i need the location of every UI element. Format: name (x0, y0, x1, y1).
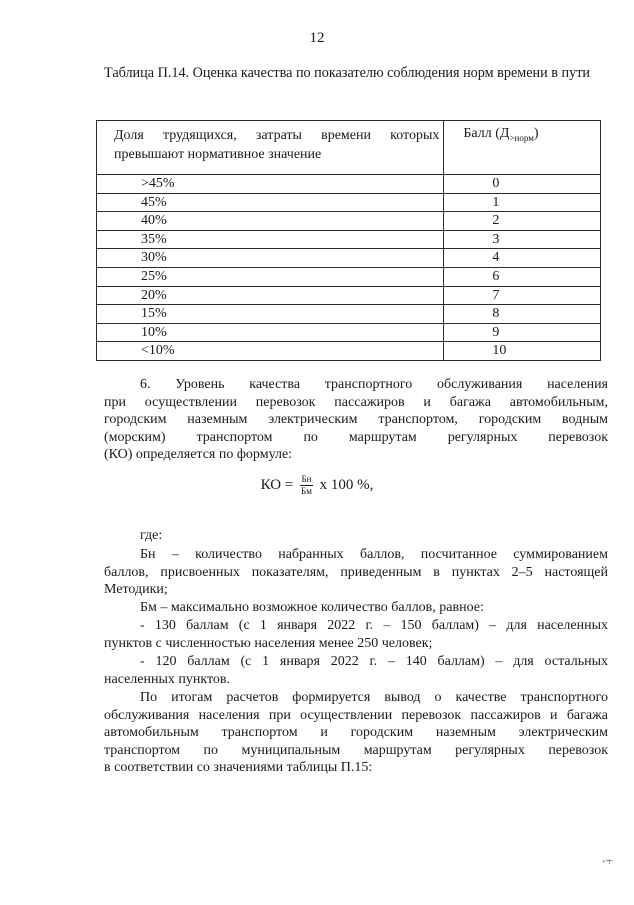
bm-item-line: пунктов с численностью населения менее 250 человек; (104, 635, 433, 651)
table-row (97, 342, 601, 361)
bn-line: Методики; (104, 582, 168, 598)
conclusion-line: транспортом по муниципальным маршрутам регулярных перевозок (104, 742, 608, 758)
score-cell: 6 (444, 267, 601, 286)
header-score-sub: >норм (509, 132, 534, 143)
table-row (97, 193, 601, 212)
table-row (97, 249, 601, 268)
section-6-line: (морским) транспортом по маршрутам регулярных перевозок (104, 429, 608, 445)
share-cell: 10% (97, 323, 444, 342)
conclusion-paragraph (104, 689, 608, 777)
bn-definition (104, 546, 608, 599)
score-cell: 0 (444, 175, 601, 194)
header-share-line2: превышают нормативное значение (114, 147, 322, 162)
formula-numerator: Бн (301, 474, 312, 484)
bm-item-line: населенных пунктов. (104, 671, 231, 687)
header-cell-score (444, 121, 601, 175)
formula-rhs: x 100 %, (315, 476, 374, 493)
bm-definition: Бм – максимально возможное количество баллов, равное: (140, 600, 484, 615)
score-cell: 8 (444, 305, 601, 324)
table-header-row (97, 121, 601, 175)
score-cell: 4 (444, 249, 601, 268)
score-cell: 10 (444, 342, 601, 361)
formula-fraction (300, 474, 313, 497)
section-6-line: при осуществлении перевозок пассажиров и багажа автомобильным, (104, 394, 608, 410)
score-cell: 2 (444, 212, 601, 231)
page-number: 12 (309, 30, 325, 46)
share-cell: 25% (97, 267, 444, 286)
header-score-close: ) (533, 126, 539, 141)
table-row (97, 267, 601, 286)
score-cell: 9 (444, 323, 601, 342)
section-6-line: 6. Уровень качества транспортного обслуживания населения (140, 377, 608, 392)
table-row (97, 286, 601, 305)
share-cell: 45% (97, 193, 444, 212)
formula-lhs: КО = (260, 476, 298, 493)
section-6-line: (КО) определяется по формуле: (104, 447, 293, 463)
share-cell: 15% (97, 305, 444, 324)
section-6-line: городским наземным электрическим транспортом, городским водным (104, 412, 608, 428)
score-table (96, 120, 601, 361)
share-cell: 20% (97, 286, 444, 305)
table-row (97, 323, 601, 342)
score-cell: 1 (444, 193, 601, 212)
bn-line: Бн – количество набранных баллов, посчитанное суммированием (140, 547, 608, 562)
share-cell: 40% (97, 212, 444, 231)
score-cell: 3 (444, 230, 601, 249)
bm-item-2 (104, 653, 608, 688)
table-row (97, 230, 601, 249)
bm-item-1 (104, 617, 608, 652)
ko-formula (0, 474, 634, 497)
bm-item-line: - 120 баллам (с 1 января 2022 г. – 140 баллам) – для остальных (140, 654, 608, 669)
table-row (97, 305, 601, 324)
where-label: где: (140, 528, 163, 543)
share-cell: 35% (97, 230, 444, 249)
table-row (97, 175, 601, 194)
share-cell: 30% (97, 249, 444, 268)
header-share-line1: Доля трудящихся, затраты времени которых (114, 128, 440, 143)
score-cell: 7 (444, 286, 601, 305)
header-score-main: Балл (Д (463, 126, 510, 141)
corner-mark: ʻ͡ ˡ (602, 858, 611, 870)
header-cell-share (97, 121, 444, 175)
bm-item-line: - 130 баллам (с 1 января 2022 г. – 150 баллам) – для населенных (140, 618, 608, 633)
bn-line: баллов, присвоенных показателям, приведенным в пунктах 2–5 настоящей (104, 564, 608, 580)
table-row (97, 212, 601, 231)
section-6-paragraph (104, 376, 608, 464)
conclusion-line: автомобильным транспортом и городским наземным электрическим (104, 725, 608, 741)
conclusion-line: в соответствии со значениями таблицы П.15: (104, 760, 373, 776)
share-cell: <10% (97, 342, 444, 361)
formula-denominator: Бм (301, 486, 312, 496)
conclusion-line: обслуживания населения при осуществлении перевозок пассажиров и багажа (104, 707, 608, 723)
conclusion-line: По итогам расчетов формируется вывод о качестве транспортного (140, 690, 608, 705)
share-cell: >45% (97, 175, 444, 194)
table-caption: Таблица П.14. Оценка качества по показателю соблюдения норм времени в пути (104, 65, 591, 81)
